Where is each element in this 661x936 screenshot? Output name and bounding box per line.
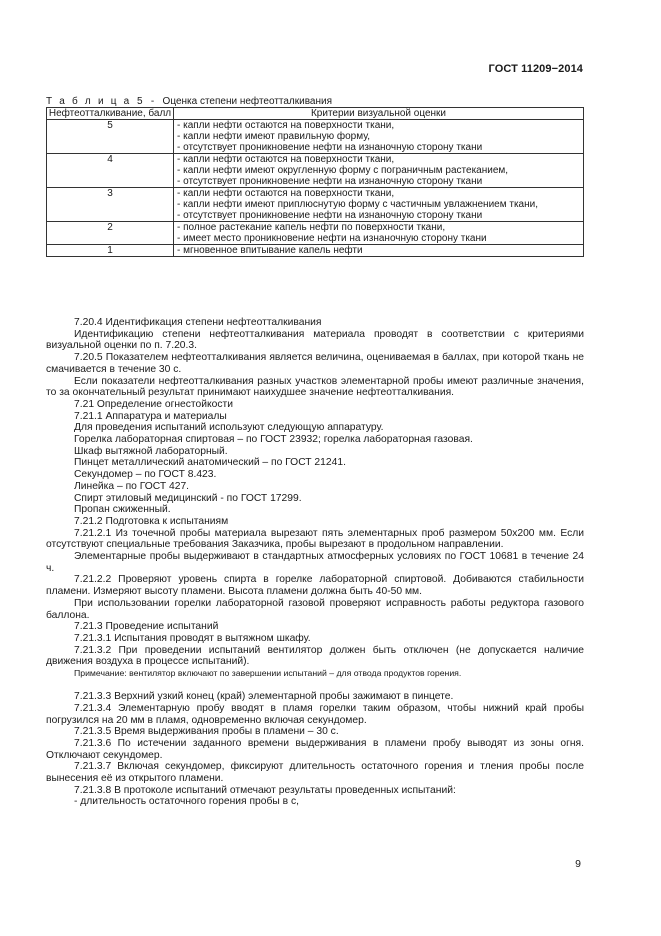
criteria-line: - капли нефти остаются на поверхности ткани, [177,120,395,131]
paragraph: 7.21.3.2 При проведении испытаний вентилятор должен быть отключен (не допускается наличие движения воздуха в процессе испытаний). [46,644,584,668]
table-row [47,188,584,222]
list-item: Секундомер – по ГОСТ 8.423. [74,469,217,481]
criteria-cell [174,154,584,188]
criteria-cell [174,222,584,245]
table-row [47,120,584,154]
list-item: Спирт этиловый медицинский - по ГОСТ 17299. [74,492,302,504]
section-heading: 7.21.3 Проведение испытаний [74,621,219,633]
paragraph: 7.21.3.8 В протоколе испытаний отмечают результаты проведенных испытаний: [74,784,456,796]
criteria-line: - отсутствует проникновение нефти на изнаночную сторону ткани [177,210,483,221]
paragraph: Элементарные пробы выдерживают в стандартных атмосферных условиях по ГОСТ 10681 в течение 24 ч. [46,551,584,574]
list-item: - длительность остаточного горения пробы в с, [74,796,300,808]
paragraph: Для проведения испытаний используют следующую аппаратуру. [74,422,384,434]
criteria-line: - капли нефти имеют правильную форму, [177,131,370,142]
score-cell: 5 [47,120,174,154]
table-header-row [47,108,584,120]
table-caption-dash: - [150,96,155,107]
score-cell: 3 [47,188,174,222]
section-heading: 7.21.1 Аппаратура и материалы [74,410,227,422]
score-cell: 2 [47,222,174,245]
table-caption-word: Т а б л и ц а [46,96,132,107]
criteria-cell [174,120,584,154]
criteria-line: - капли нефти имеют округленную форму с пограничным растеканием, [177,165,509,176]
criteria-line: - имеет место проникновение нефти на изнаночную сторону ткани [177,233,487,244]
document-body [46,317,584,808]
section-heading: 7.21.2 Подготовка к испытаниям [74,515,229,527]
paragraph: 7.21.3.4 Элементарную пробу вводят в пламя горелки таким образом, чтобы нижний край пробы погрузился на 20 мм в пламя, одновременно включая секундомер. [46,702,584,726]
paragraph: Идентификацию степени нефтеотталкивания материала проводят в соответствии с критериями визуальной оценки по п. 7.20.3. [46,328,584,352]
standard-designation: ГОСТ 11209−2014 [488,63,583,75]
table-row [47,245,584,257]
paragraph: 7.21.3.1 Испытания проводят в вытяжном шкафу. [74,632,311,644]
list-item: Горелка лабораторная спиртовая – по ГОСТ 23932; горелка лабораторная газовая. [74,434,473,446]
oil-repellency-table [46,107,584,257]
paragraph: 7.20.5 Показателем нефтеотталкивания является величина, оцениваемая в баллах, при которой ткань не смачивается в течение 30 с. [46,352,584,375]
page-number: 9 [575,858,581,870]
note: Примечание: вентилятор включают по завершении испытаний – для отвода продуктов горения. [74,668,462,679]
list-item: Пинцет металлический анатомический – по ГОСТ 21241. [74,457,346,469]
table-caption-number: 5 [136,96,143,107]
table-row [47,222,584,245]
paragraph: 7.21.3.7 Включая секундомер, фиксируют длительность остаточного горения и тления пробы после вынесения её из открытого пламени. [46,761,584,785]
paragraph: 7.21.3.3 Верхний узкий конец (край) элементарной пробы зажимают в пинцете. [74,691,454,703]
criteria-line: - отсутствует проникновение нефти на изнаночную сторону ткани [177,176,483,187]
criteria-line: - капли нефти имеют приплюснутую форму с частичным увлажнением ткани, [177,199,538,210]
score-cell: 4 [47,154,174,188]
paragraph: 7.21.2.2 Проверяют уровень спирта в горелке лабораторной спиртовой. Добиваются стабильности пламени. Измеряют высоту пламени. Высота пламени должна быть 40-50 мм. [46,574,584,598]
list-item: Линейка – по ГОСТ 427. [74,480,190,492]
section-heading: 7.20.4 Идентификация степени нефтеотталкивания [74,317,322,328]
criteria-line: - отсутствует проникновение нефти на изнаночную сторону ткани [177,142,483,153]
criteria-line: - полное растекание капель нефти по поверхности ткани, [177,222,446,233]
table-caption [46,96,332,107]
col-header-criteria: Критерии визуальной оценки [174,108,584,120]
table-row [47,154,584,188]
list-item: Шкаф вытяжной лабораторный. [74,445,228,457]
criteria-line: - мгновенное впитывание капель нефти [177,245,363,256]
paragraph: 7.21.3.5 Время выдерживания пробы в пламени – 30 с. [74,726,339,738]
paragraph: Если показатели нефтеотталкивания разных участков элементарной пробы имеют различные значения, то за окончательный результат принимают наихудшее значение нефтеотталкивания. [46,375,584,399]
paragraph: 7.21.2.1 Из точечной пробы материала вырезают пять элементарных проб размером 50х200 мм. Если отсутствуют специальные требования Заказчика, пробы вырезают в продольном направлении. [46,527,584,551]
section-heading: 7.21 Определение огнестойкости [74,398,233,410]
score-cell: 1 [47,245,174,257]
criteria-line: - капли нефти остаются на поверхности ткани, [177,154,395,165]
paragraph: При использовании горелки лабораторной газовой проверяют исправность работы редуктора газового баллона. [46,597,584,621]
table-caption-title: Оценка степени нефтеотталкивания [162,96,333,107]
list-item: Пропан сжиженный. [74,504,171,516]
criteria-cell [174,188,584,222]
criteria-line: - капли нефти остаются на поверхности ткани, [177,188,395,199]
paragraph: 7.21.3.6 По истечении заданного времени выдерживания в пламени пробу выводят из зоны огня. Отключают секундомер. [46,737,584,761]
criteria-cell [174,245,584,257]
col-header-score: Нефтеотталкивание, балл [47,108,174,120]
